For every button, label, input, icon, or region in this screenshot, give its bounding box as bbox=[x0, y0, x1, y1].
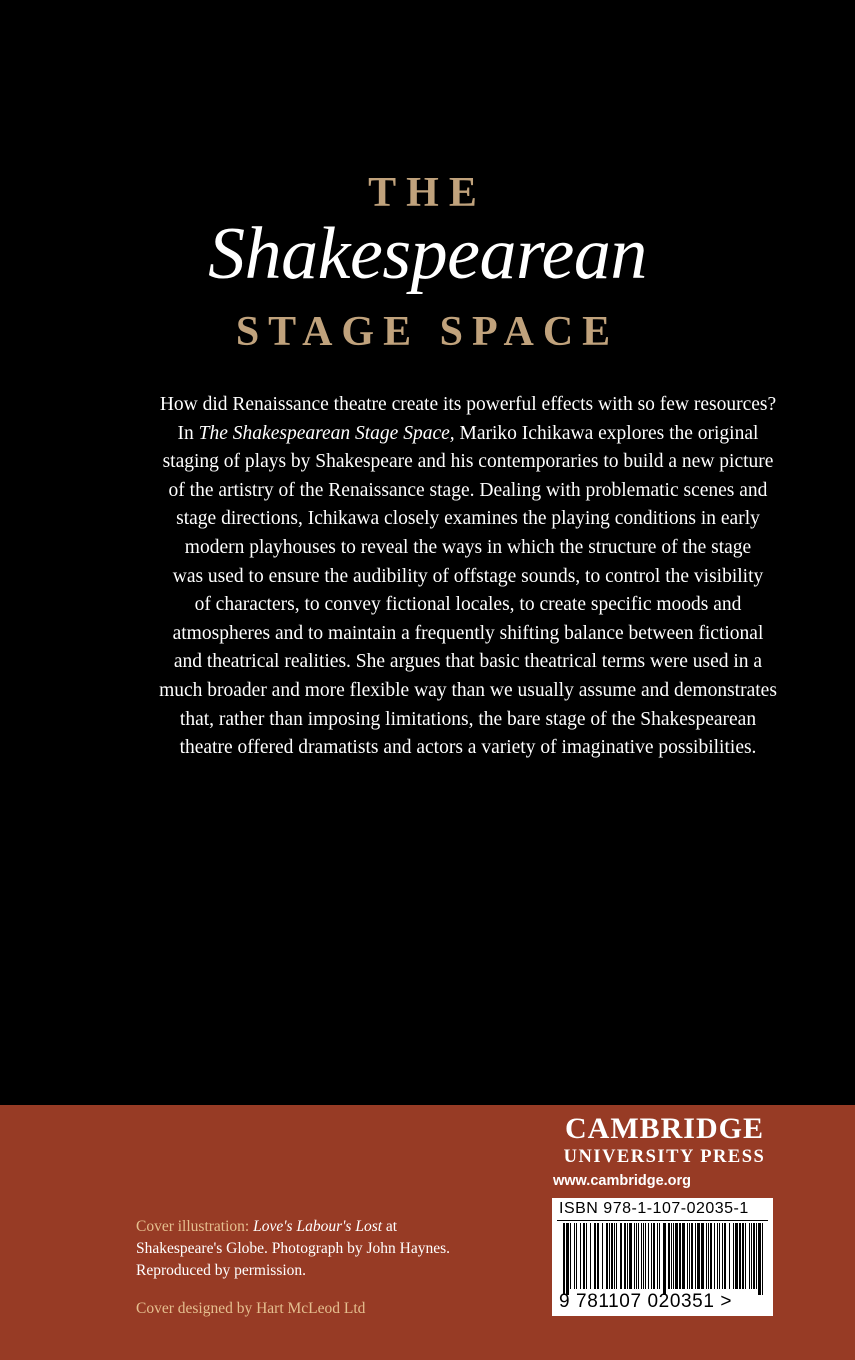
blurb-line bbox=[128, 420, 808, 449]
barcode-bar bbox=[643, 1223, 644, 1289]
barcode-bar bbox=[729, 1223, 730, 1289]
publisher-name: CAMBRIDGE bbox=[564, 1112, 764, 1145]
barcode-bar bbox=[657, 1223, 658, 1289]
barcode-bar bbox=[566, 1223, 569, 1295]
barcode-bar bbox=[602, 1223, 603, 1289]
barcode-bar bbox=[576, 1223, 577, 1289]
blurb-line-mid: Mariko Ichikawa explores bbox=[454, 422, 665, 444]
barcode-bar bbox=[648, 1223, 649, 1289]
barcode-bar bbox=[624, 1223, 626, 1289]
blurb-line: was used to ensure the audibility of offstage sounds, to control the visibility bbox=[172, 565, 764, 587]
credit-after-title: at bbox=[382, 1218, 398, 1235]
blurb-line: theatre offered dramatists and actors a variety of imaginative possibilities. bbox=[179, 737, 757, 759]
cover-designer-credit: Cover designed by Hart McLeod Ltd bbox=[136, 1300, 366, 1317]
barcode-bar bbox=[609, 1223, 610, 1289]
barcode-bar bbox=[717, 1223, 718, 1289]
blurb-line-prefix: In bbox=[177, 422, 199, 444]
blurb-line: How did Renaissance theatre create its powerful effects with so few resources? bbox=[159, 394, 777, 415]
blurb-line: much broader and more flexible way than we usually assume and demonstrates bbox=[159, 679, 777, 701]
barcode-bar bbox=[706, 1223, 707, 1289]
barcode-bar bbox=[629, 1223, 632, 1289]
barcode-bar bbox=[574, 1223, 575, 1289]
barcode-bar bbox=[742, 1223, 744, 1289]
blurb-line: stage directions, Ichikawa closely examines the playing conditions in early bbox=[176, 508, 760, 530]
barcode-bar bbox=[749, 1223, 750, 1289]
blurb-line-end: the original bbox=[669, 422, 759, 444]
publisher-url[interactable]: www.cambridge.org bbox=[553, 1173, 692, 1189]
blurb-line: modern playhouses to reveal the ways in which the structure of the stage bbox=[184, 536, 752, 558]
barcode-bar bbox=[751, 1223, 752, 1289]
barcode-bar bbox=[695, 1223, 696, 1289]
publisher-logo bbox=[552, 1112, 777, 1168]
barcode-bar bbox=[701, 1223, 704, 1289]
barcode-bar bbox=[597, 1223, 599, 1289]
title-the: THE bbox=[368, 170, 487, 216]
barcode-bar bbox=[645, 1223, 646, 1289]
title-main: Shakespearean bbox=[208, 213, 647, 295]
barcode-bar bbox=[719, 1223, 720, 1289]
barcode-bar bbox=[653, 1223, 655, 1289]
barcode-bar bbox=[733, 1223, 734, 1289]
barcode-bar bbox=[673, 1223, 674, 1289]
barcode-bar bbox=[671, 1223, 672, 1289]
barcode-bars bbox=[563, 1223, 764, 1295]
barcode-bar bbox=[756, 1223, 757, 1289]
barcode-bar bbox=[611, 1223, 613, 1289]
publisher-subname: UNIVERSITY PRESS bbox=[563, 1147, 766, 1167]
barcode-bar bbox=[668, 1223, 670, 1289]
barcode-bar bbox=[679, 1223, 681, 1289]
barcode-bar bbox=[762, 1223, 763, 1295]
isbn-label: ISBN 978-1-107-02035-1 bbox=[559, 1200, 749, 1217]
barcode-bar bbox=[580, 1223, 581, 1289]
barcode-bar bbox=[714, 1223, 715, 1289]
barcode-bar bbox=[594, 1223, 596, 1289]
barcode-bar bbox=[708, 1223, 709, 1289]
barcode-bar bbox=[739, 1223, 741, 1289]
barcode-bar bbox=[663, 1223, 666, 1295]
barcode-bar bbox=[570, 1223, 571, 1289]
barcode-digits: 9 781107 020351 > bbox=[559, 1291, 733, 1312]
barcode-bar bbox=[675, 1223, 678, 1289]
blurb bbox=[128, 391, 808, 763]
credit-line: Shakespeare's Globe. Photograph by John Haynes. bbox=[136, 1240, 451, 1257]
barcode-bar bbox=[691, 1223, 693, 1289]
blurb-line: atmospheres and to maintain a frequently shifting balance between fictional bbox=[172, 622, 764, 644]
barcode-bar bbox=[710, 1223, 712, 1289]
barcode-bar bbox=[636, 1223, 637, 1289]
credit-play-title: Love's Labour's Lost bbox=[253, 1218, 383, 1235]
blurb-line: that, rather than imposing limitations, the bare stage of the Shakespearean bbox=[179, 708, 757, 730]
blurb-line: of the artistry of the Renaissance stage. Dealing with problematic scenes and bbox=[168, 479, 768, 501]
credit-line: Reproduced by permission. bbox=[136, 1262, 307, 1279]
barcode-bar bbox=[583, 1223, 585, 1289]
barcode-bar bbox=[735, 1223, 738, 1289]
credit-lead: Cover illustration: bbox=[136, 1218, 254, 1235]
barcode-bar bbox=[586, 1223, 587, 1289]
cover-credit bbox=[136, 1216, 496, 1282]
blurb-line: staging of plays by Shakespeare and his contemporaries to build a new picture bbox=[162, 451, 774, 473]
barcode-bar bbox=[563, 1223, 565, 1295]
title-subtitle: STAGE SPACE bbox=[235, 309, 620, 355]
barcode-bar bbox=[590, 1223, 591, 1289]
barcode-bar bbox=[614, 1223, 615, 1289]
barcode-bar bbox=[627, 1223, 628, 1289]
blurb-line: of characters, to convey fictional locales, to create specific moods and bbox=[194, 594, 742, 616]
barcode-bar bbox=[634, 1223, 635, 1289]
blurb-line: and theatrical realities. She argues that basic theatrical terms were used in a bbox=[173, 651, 763, 673]
barcode-bar bbox=[659, 1223, 660, 1289]
isbn-rule bbox=[557, 1220, 768, 1221]
barcode-bar bbox=[687, 1223, 688, 1289]
isbn-barcode bbox=[552, 1198, 773, 1316]
barcode-bar bbox=[638, 1223, 639, 1289]
credit-line bbox=[136, 1216, 496, 1238]
barcode-bar bbox=[758, 1223, 761, 1295]
barcode-bar bbox=[689, 1223, 690, 1289]
barcode-bar bbox=[697, 1223, 700, 1289]
barcode-bar bbox=[682, 1223, 685, 1289]
barcode-bar bbox=[753, 1223, 755, 1289]
barcode-bar bbox=[606, 1223, 608, 1289]
barcode-bar bbox=[641, 1223, 642, 1289]
barcode-bar bbox=[722, 1223, 723, 1289]
barcode-bar bbox=[745, 1223, 746, 1289]
barcode-bar bbox=[620, 1223, 622, 1289]
barcode-bar bbox=[724, 1223, 726, 1289]
barcode-bar bbox=[616, 1223, 617, 1289]
blurb-book-title: The Shakespearean Stage Space, bbox=[198, 422, 455, 444]
barcode-bar bbox=[651, 1223, 652, 1289]
